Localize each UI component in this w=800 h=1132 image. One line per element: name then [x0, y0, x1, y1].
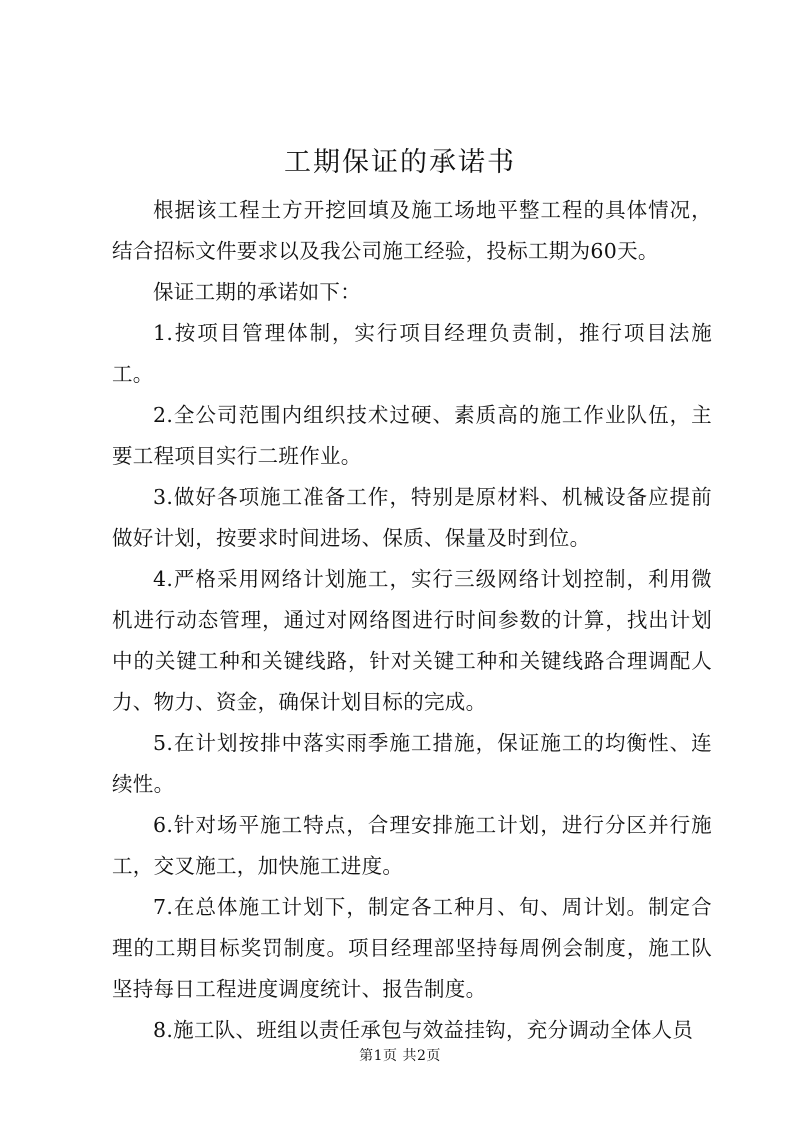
paragraph-commitment-heading: 保证工期的承诺如下： [153, 280, 361, 304]
paragraph-item-1: 1.按项目管理体制，实行项目经理负责制，推行项目法施工。 [112, 321, 712, 386]
document-body [112, 190, 712, 1051]
paragraph-item-8: 8.施工队、班组以责任承包与效益挂钩，充分调动全体人员 [153, 1018, 694, 1042]
paragraph-item-5: 5.在计划按排中落实雨季施工措施，保证施工的均衡性、连续性。 [112, 731, 712, 796]
paragraph-item-4: 4.严格采用网络计划施工，实行三级网络计划控制，利用微机进行动态管理，通过对网络图进行时间参数的计算，找出计划中的关键工种和关键线路，针对关键工种和关键线路合理调配人力、物力、资金，确保计划目标的完成。 [112, 567, 712, 714]
paragraph-item-3: 3.做好各项施工准备工作，特别是原材料、机械设备应提前做好计划，按要求时间进场、保质、保量及时到位。 [112, 485, 712, 550]
paragraph-item-6: 6.针对场平施工特点，合理安排施工计划，进行分区并行施工，交叉施工，加快施工进度。 [112, 813, 712, 878]
paragraph-item-2: 2.全公司范围内组织技术过硬、素质高的施工作业队伍，主要工程项目实行二班作业。 [112, 403, 712, 468]
paragraph-item-7: 7.在总体施工计划下，制定各工种月、旬、周计划。制定合理的工期目标奖罚制度。项目经理部坚持每周例会制度，施工队坚持每日工程进度调度统计、报告制度。 [112, 895, 712, 1001]
page-number-footer: 第1页 共2页 [359, 1048, 441, 1064]
paragraph-intro: 根据该工程土方开挖回填及施工场地平整工程的具体情况，结合招标文件要求以及我公司施工经验，投标工期为60天。 [112, 198, 712, 263]
document-title: 工期保证的承诺书 [284, 147, 516, 178]
